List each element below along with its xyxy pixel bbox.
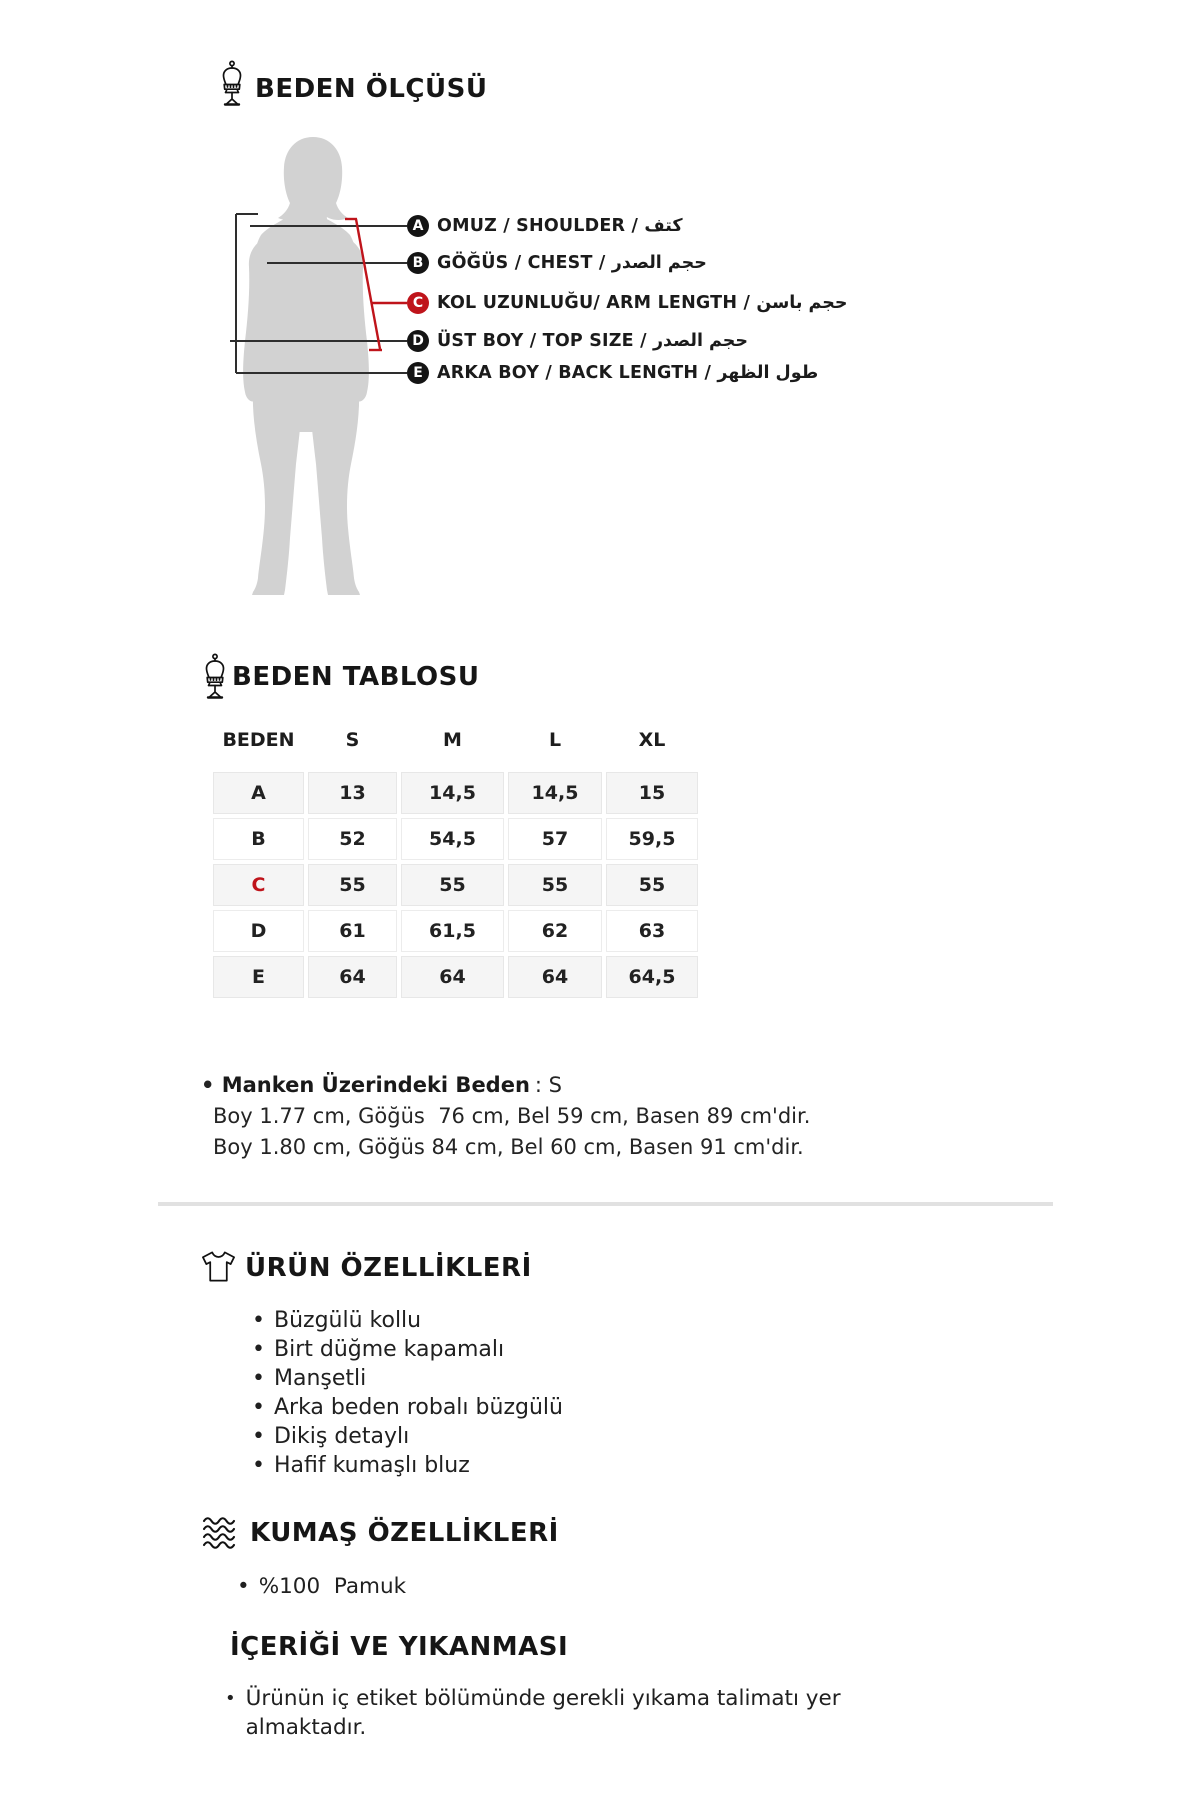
- fabric-weave-icon: [202, 1513, 236, 1549]
- list-item: • %100 Pamuk: [237, 1572, 406, 1601]
- model-measurements-2: Boy 1.80 cm, Göğüs 84 cm, Bel 60 cm, Basen 91 cm'dir.: [213, 1135, 804, 1159]
- size-table: A 13 14,5 14,5 15 B 52 54,5 57 59,5 C 55 55 55 55 D 61 61,5 62 63 E 64 64 64 64,5: [213, 772, 698, 998]
- section-title-size-measure: BEDEN ÖLÇÜSÜ: [255, 74, 488, 104]
- col-header-s: S: [345, 729, 360, 751]
- list-item: • Büzgülü kollu: [252, 1306, 563, 1335]
- list-item: • Hafif kumaşlı bluz: [252, 1451, 563, 1480]
- section-title-fabric-features: KUMAŞ ÖZELLİKLERİ: [250, 1518, 559, 1548]
- model-measurements-1: Boy 1.77 cm, Göğüs 76 cm, Bel 59 cm, Basen 89 cm'dir.: [213, 1104, 811, 1128]
- measure-label-top-size: ÜST BOY / TOP SIZE / حجم الصدر: [437, 331, 748, 351]
- measure-label-chest: GÖĞÜS / CHEST / حجم الصدر: [437, 253, 707, 273]
- col-header-l: L: [548, 729, 562, 751]
- fabric-features-list: [237, 1572, 406, 1601]
- model-size-line: • Manken Üzerindeki Beden : S: [201, 1070, 810, 1101]
- mannequin-icon: [199, 653, 231, 701]
- list-item: • Dikiş detaylı: [252, 1422, 563, 1451]
- measure-badge-b: B: [407, 252, 429, 274]
- size-table-header: [213, 726, 698, 754]
- measure-badge-e: E: [407, 362, 429, 384]
- list-item: • Manşetli: [252, 1364, 563, 1393]
- col-header-xl: XL: [638, 729, 666, 751]
- tshirt-icon: [200, 1249, 237, 1284]
- female-silhouette: [243, 137, 369, 595]
- measure-badge-a: A: [407, 215, 429, 237]
- measure-badge-c: C: [407, 292, 429, 314]
- care-instructions: • Ürünün iç etiket bölümünde gerekli yıkama talimatı yer almaktadır.: [225, 1684, 855, 1742]
- section-title-size-table: BEDEN TABLOSU: [232, 662, 480, 692]
- list-item: • Arka beden robalı büzgülü: [252, 1393, 563, 1422]
- section-title-care: İÇERİĞİ VE YIKANMASI: [230, 1632, 569, 1662]
- measure-label-back-length: ARKA BOY / BACK LENGTH / طول الظهر: [437, 363, 819, 383]
- col-header-m: M: [443, 729, 462, 751]
- product-features-list: [252, 1306, 563, 1480]
- measure-label-shoulder: OMUZ / SHOULDER / كتف: [437, 216, 683, 236]
- list-item: • Birt düğme kapamalı: [252, 1335, 563, 1364]
- section-divider: [158, 1202, 1053, 1206]
- measure-label-arm-length: KOL UZUNLUĞU/ ARM LENGTH / حجم باسن: [437, 293, 848, 313]
- col-header-beden: BEDEN: [222, 729, 295, 751]
- measure-badge-d: D: [407, 330, 429, 352]
- model-size-info: [201, 1070, 810, 1163]
- section-title-product-features: ÜRÜN ÖZELLİKLERİ: [245, 1253, 532, 1283]
